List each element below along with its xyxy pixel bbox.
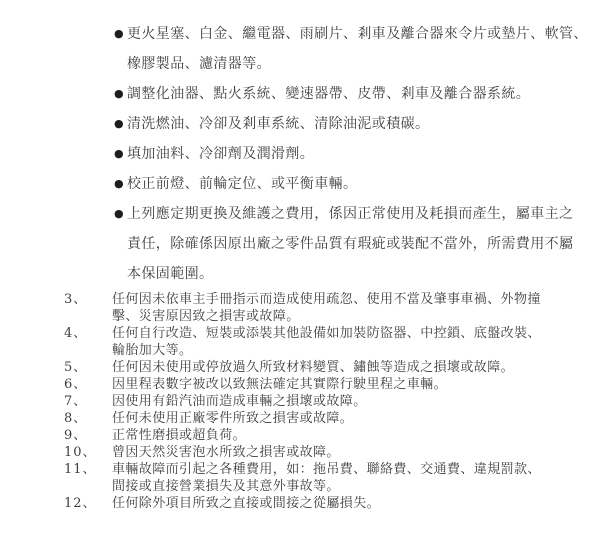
- item-text-line: 因里程表數字被改以致無法確定其實際行駛里程之車輛。: [112, 377, 448, 392]
- bullet-icon: ●: [114, 147, 124, 160]
- bullet-text-line: 責任，除確係因原出廠之零件品質有瑕疵或裝配不當外，所需費用不屬: [127, 236, 574, 252]
- bullet-icon: ●: [114, 117, 124, 130]
- bullet-icon: ●: [114, 207, 124, 220]
- item-text-line: 擊、災害原因致之損害或故障。: [112, 309, 300, 324]
- list-item: [0, 376, 600, 393]
- item-number: 9、: [64, 428, 88, 443]
- item-text-line: 任何未使用正廠零件所致之損害或故障。: [112, 411, 354, 426]
- exclusion-numbered-list: [0, 291, 600, 512]
- bullet-item: [0, 109, 600, 139]
- list-item: [0, 444, 600, 461]
- item-text-line: 輪胎加大等。: [112, 343, 193, 358]
- bullet-text-line: 本保固範圍。: [127, 266, 214, 282]
- item-number: 5、: [64, 360, 88, 375]
- item-text-line: 任何自行改造、短裝或添裝其他設備如加裝防盜器、中控鎖、底盤改裝、: [112, 326, 541, 341]
- bullet-icon: ●: [114, 177, 124, 190]
- item-text-line: 車輛故障而引起之各種費用，如：拖吊費、聯絡費、交通費、違規罰款、: [112, 462, 541, 477]
- list-item: [0, 291, 600, 325]
- item-text-line: 因使用有鉛汽油而造成車輛之損壞或故障。: [112, 394, 367, 409]
- item-number: 4、: [64, 326, 88, 341]
- bullet-text-line: 更火星塞、白金、繼電器、雨刷片、剎車及離合器來令片或墊片、軟管、: [127, 26, 588, 42]
- list-item: [0, 325, 600, 359]
- item-number: 6、: [64, 377, 88, 392]
- bullet-text-line: 上列應定期更換及維護之費用，係因正常使用及耗損而產生，屬車主之: [127, 206, 574, 222]
- item-number: 8、: [64, 411, 88, 426]
- bullet-icon: ●: [114, 27, 124, 40]
- item-text-line: 任何除外項目所致之直接或間接之從屬損失。: [112, 496, 381, 511]
- bullet-icon: ●: [114, 87, 124, 100]
- list-item: [0, 410, 600, 427]
- bullet-text-line: 填加油料、冷卻劑及潤滑劑。: [127, 146, 315, 162]
- bullet-item: [0, 169, 600, 199]
- bullet-text-line: 橡膠製品、濾清器等。: [127, 56, 271, 72]
- item-text-line: 曾因天然災害泡水所致之損害或故障。: [112, 445, 340, 460]
- list-item: [0, 359, 600, 376]
- item-number: 10、: [64, 445, 97, 460]
- bullet-item: [0, 139, 600, 169]
- item-text-line: 正常性磨損或超負荷。: [112, 428, 247, 443]
- item-text-line: 任何因未使用或停放過久所致材料變質、鏽蝕等造成之損壞或故障。: [112, 360, 515, 375]
- list-item: [0, 461, 600, 495]
- bullet-item: [0, 19, 600, 79]
- item-text-line: 間接或直接營業損失及其意外事故等。: [112, 479, 340, 494]
- list-item: [0, 495, 600, 512]
- item-number: 11、: [64, 462, 97, 477]
- list-item: [0, 393, 600, 410]
- item-number: 7、: [64, 394, 88, 409]
- bullet-text-line: 清洗燃油、冷卻及剎車系統、清除油泥或積碳。: [127, 116, 430, 132]
- list-item: [0, 427, 600, 444]
- bullet-text-line: 調整化油器、點火系統、變速器帶、皮帶、剎車及離合器系統。: [127, 86, 531, 102]
- bullet-item: [0, 79, 600, 109]
- bullet-item: [0, 199, 600, 289]
- bullet-text-line: 校正前燈、前輪定位、或平衡車輛。: [127, 176, 358, 192]
- item-text-line: 任何因未依車主手冊指示而造成使用疏忽、使用不當及肇事車禍、外物撞: [112, 292, 541, 307]
- item-number: 12、: [64, 496, 97, 511]
- item-number: 3、: [64, 292, 88, 307]
